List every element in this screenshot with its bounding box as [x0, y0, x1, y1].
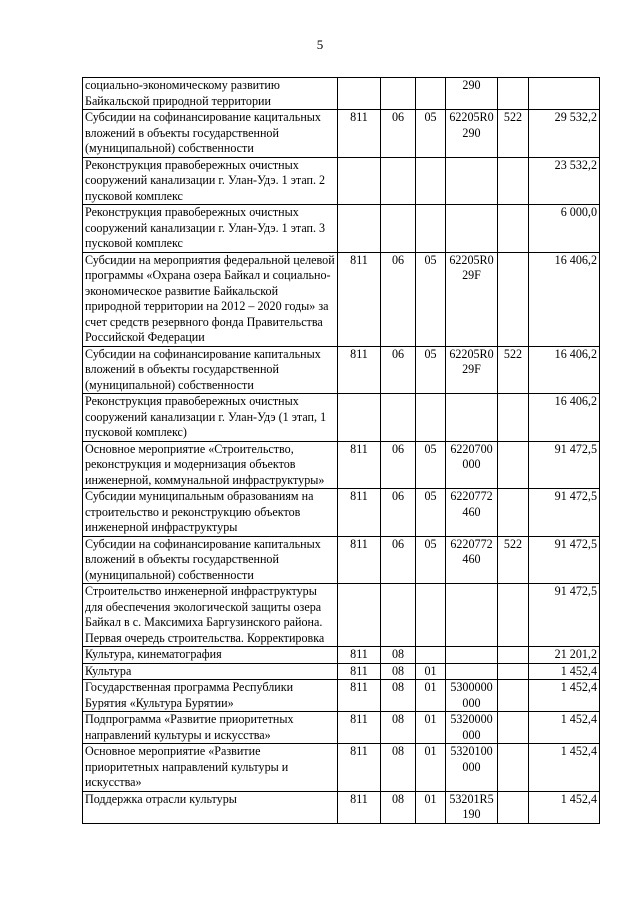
cell-grbs: 811: [338, 346, 381, 394]
cell-name: Субсидии на мероприятия федеральной целевой программы «Охрана озера Байкал и социально-экономическое развитие Байкальской природной территории на 2012 – 2020 годы» за счет средств резервного фонда Правительства Российской Федерации: [83, 252, 338, 346]
cell-grbs: [338, 584, 381, 647]
cell-subsection: 01: [416, 712, 446, 744]
cell-expense-type: [498, 680, 529, 712]
cell-target-article: [446, 205, 498, 253]
cell-grbs: 811: [338, 441, 381, 489]
cell-expense-type: [498, 441, 529, 489]
cell-sum: 29 532,2: [529, 110, 600, 158]
cell-section: 08: [381, 744, 416, 792]
table-row: [83, 663, 600, 680]
cell-sum: 21 201,2: [529, 647, 600, 664]
cell-grbs: 811: [338, 663, 381, 680]
cell-expense-type: [498, 744, 529, 792]
cell-target-article: 5320000 000: [446, 712, 498, 744]
table-row: [83, 536, 600, 584]
cell-subsection: 05: [416, 252, 446, 346]
cell-section: 08: [381, 680, 416, 712]
cell-name: Субсидии на софинансирование кацитальных вложений в объекты государственной (муниципальной) собственности: [83, 110, 338, 158]
table-row: [83, 489, 600, 537]
cell-subsection: [416, 394, 446, 442]
cell-section: 08: [381, 712, 416, 744]
cell-section: 06: [381, 441, 416, 489]
cell-expense-type: [498, 489, 529, 537]
cell-expense-type: [498, 205, 529, 253]
cell-sum: 1 452,4: [529, 791, 600, 823]
budget-table: [82, 77, 600, 824]
table-row: [83, 205, 600, 253]
cell-expense-type: [498, 647, 529, 664]
cell-name: Субсидии муниципальным образованиям на строительство и реконструкцию объектов инженерной инфраструктуры: [83, 489, 338, 537]
cell-sum: 6 000,0: [529, 205, 600, 253]
cell-name: Подпрограмма «Развитие приоритетных направлений культуры и искусства»: [83, 712, 338, 744]
table-row: [83, 680, 600, 712]
cell-name: Поддержка отрасли культуры: [83, 791, 338, 823]
cell-name: Культура, кинематография: [83, 647, 338, 664]
table-row: [83, 157, 600, 205]
cell-section: 08: [381, 663, 416, 680]
cell-grbs: [338, 205, 381, 253]
cell-name: Культура: [83, 663, 338, 680]
cell-section: [381, 584, 416, 647]
cell-target-article: [446, 157, 498, 205]
cell-grbs: 811: [338, 791, 381, 823]
cell-grbs: [338, 394, 381, 442]
cell-name: Реконструкция правобережных очистных сооружений канализации г. Улан-Удэ (1 этап, 1 пусковой комплекс): [83, 394, 338, 442]
cell-grbs: [338, 78, 381, 110]
table-row: [83, 647, 600, 664]
cell-target-article: 290: [446, 78, 498, 110]
cell-name: Реконструкция правобережных очистных сооружений канализации г. Улан-Удэ. 1 этап. 2 пусковой комплекс: [83, 157, 338, 205]
table-row: [83, 110, 600, 158]
cell-sum: 91 472,5: [529, 489, 600, 537]
cell-name: социально-экономическому развитию Байкальской природной территории: [83, 78, 338, 110]
table-row: [83, 78, 600, 110]
cell-sum: 16 406,2: [529, 252, 600, 346]
cell-subsection: [416, 205, 446, 253]
cell-subsection: 01: [416, 663, 446, 680]
cell-target-article: 5320100 000: [446, 744, 498, 792]
cell-expense-type: [498, 157, 529, 205]
cell-expense-type: [498, 663, 529, 680]
cell-section: [381, 394, 416, 442]
cell-section: [381, 157, 416, 205]
cell-sum: 16 406,2: [529, 346, 600, 394]
cell-grbs: 811: [338, 680, 381, 712]
cell-expense-type: [498, 584, 529, 647]
cell-target-article: 6220700 000: [446, 441, 498, 489]
cell-target-article: 5300000 000: [446, 680, 498, 712]
cell-subsection: 05: [416, 489, 446, 537]
cell-subsection: 05: [416, 536, 446, 584]
cell-expense-type: [498, 712, 529, 744]
table-row: [83, 252, 600, 346]
table-row: [83, 791, 600, 823]
cell-section: 08: [381, 791, 416, 823]
cell-section: [381, 78, 416, 110]
cell-sum: 1 452,4: [529, 712, 600, 744]
cell-section: 06: [381, 346, 416, 394]
cell-sum: 1 452,4: [529, 663, 600, 680]
cell-expense-type: 522: [498, 536, 529, 584]
cell-name: Основное мероприятие «Развитие приоритетных направлений культуры и искусства»: [83, 744, 338, 792]
cell-target-article: 53201R5 190: [446, 791, 498, 823]
cell-subsection: [416, 157, 446, 205]
cell-section: 06: [381, 536, 416, 584]
cell-grbs: [338, 157, 381, 205]
table-row: [83, 744, 600, 792]
table-row: [83, 712, 600, 744]
cell-target-article: 62205R0 29F: [446, 346, 498, 394]
cell-expense-type: [498, 252, 529, 346]
cell-grbs: 811: [338, 252, 381, 346]
cell-section: 06: [381, 252, 416, 346]
cell-subsection: 05: [416, 441, 446, 489]
cell-sum: 91 472,5: [529, 536, 600, 584]
cell-sum: 1 452,4: [529, 744, 600, 792]
cell-expense-type: [498, 791, 529, 823]
cell-grbs: 811: [338, 744, 381, 792]
cell-name: Основное мероприятие «Строительство, реконструкция и модернизация объектов инженерной, коммунальной инфраструктуры»: [83, 441, 338, 489]
page-number: 5: [316, 37, 324, 52]
cell-subsection: 01: [416, 680, 446, 712]
cell-expense-type: 522: [498, 346, 529, 394]
cell-grbs: 811: [338, 536, 381, 584]
cell-section: 06: [381, 489, 416, 537]
cell-subsection: 05: [416, 110, 446, 158]
cell-target-article: [446, 394, 498, 442]
cell-subsection: 01: [416, 791, 446, 823]
cell-name: Реконструкция правобережных очистных сооружений канализации г. Улан-Удэ. 1 этап. 3 пусковой комплекс: [83, 205, 338, 253]
cell-sum: 91 472,5: [529, 441, 600, 489]
cell-subsection: 05: [416, 346, 446, 394]
table-row: [83, 394, 600, 442]
cell-sum: 16 406,2: [529, 394, 600, 442]
cell-grbs: 811: [338, 712, 381, 744]
table-body: [83, 78, 600, 824]
cell-grbs: 811: [338, 110, 381, 158]
cell-sum: 91 472,5: [529, 584, 600, 647]
cell-subsection: [416, 647, 446, 664]
table-row: [83, 346, 600, 394]
cell-target-article: 6220772 460: [446, 536, 498, 584]
cell-name: Строительство инженерной инфраструктуры для обеспечения экологической защиты озера Байкал в с. Максимиха Баргузинского района. Первая очередь строительства. Корректировка: [83, 584, 338, 647]
cell-subsection: [416, 78, 446, 110]
cell-grbs: 811: [338, 489, 381, 537]
cell-target-article: 62205R0 290: [446, 110, 498, 158]
cell-grbs: 811: [338, 647, 381, 664]
cell-section: 06: [381, 110, 416, 158]
table-row: [83, 441, 600, 489]
table-row: [83, 584, 600, 647]
cell-section: 08: [381, 647, 416, 664]
cell-target-article: 62205R0 29F: [446, 252, 498, 346]
cell-target-article: [446, 584, 498, 647]
cell-name: Государственная программа Республики Бурятия «Культура Бурятии»: [83, 680, 338, 712]
cell-target-article: [446, 663, 498, 680]
cell-subsection: 01: [416, 744, 446, 792]
cell-expense-type: 522: [498, 110, 529, 158]
cell-name: Субсидии на софинансирование капитальных вложений в объекты государственной (муниципальной) собственности: [83, 346, 338, 394]
cell-target-article: 6220772 460: [446, 489, 498, 537]
cell-name: Субсидии на софинансирование капитальных вложений в объекты государственной (муниципальной) собственности: [83, 536, 338, 584]
cell-expense-type: [498, 78, 529, 110]
cell-target-article: [446, 647, 498, 664]
cell-sum: [529, 78, 600, 110]
cell-subsection: [416, 584, 446, 647]
cell-section: [381, 205, 416, 253]
cell-sum: 1 452,4: [529, 680, 600, 712]
cell-sum: 23 532,2: [529, 157, 600, 205]
cell-expense-type: [498, 394, 529, 442]
